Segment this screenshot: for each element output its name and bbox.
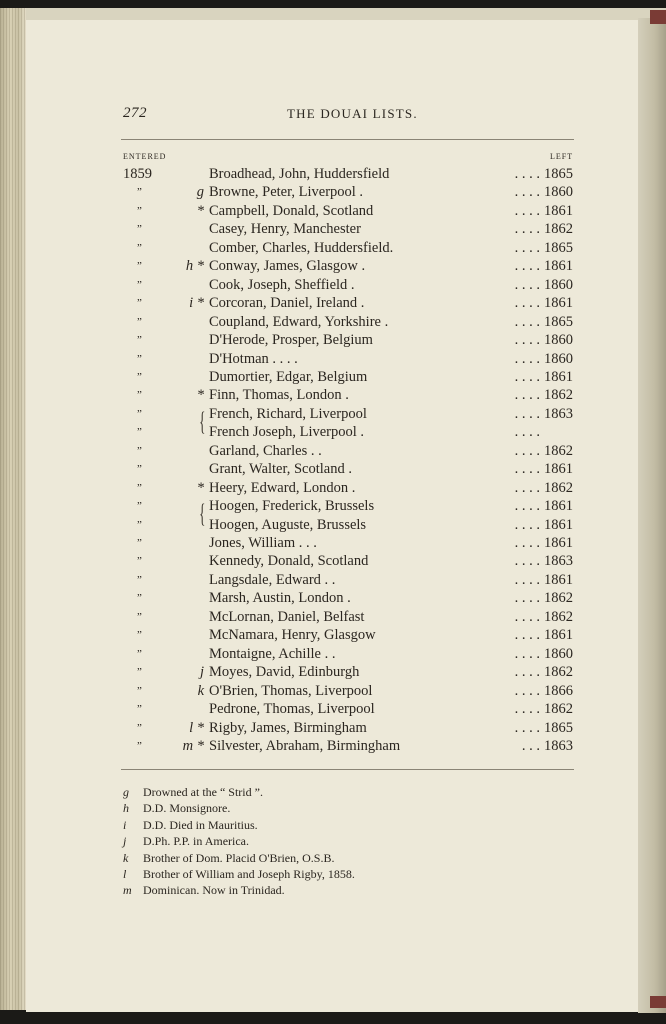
left-year: 1862 (544, 442, 573, 459)
leader-dots: . . . . (514, 313, 540, 330)
student-name: Pedrone, Thomas, Liverpool (209, 701, 375, 718)
register-row (0, 276, 666, 294)
student-name: Garland, Charles . . (209, 442, 322, 459)
ditto-mark: ” (137, 407, 142, 420)
register-row (0, 497, 666, 515)
register-row (0, 663, 666, 681)
footnote (123, 818, 258, 832)
binding-strip-bottom (650, 996, 666, 1008)
ditto-mark: ” (137, 334, 142, 347)
student-name: Hoogen, Frederick, Brussels (209, 498, 375, 515)
leader-dots: . . . . (514, 258, 540, 275)
footnote (123, 834, 249, 848)
leader-dots: . . . . (514, 239, 540, 256)
register-row (0, 645, 666, 663)
student-name: D'Herode, Prosper, Belgium (209, 332, 373, 349)
ditto-mark: ” (137, 537, 142, 549)
ditto-mark: ” (137, 260, 142, 273)
ditto-mark: ” (137, 278, 142, 291)
footnote-marker: g (196, 184, 204, 201)
register-row (0, 331, 666, 349)
ditto-mark: ” (137, 297, 142, 310)
ditto-mark: ” (137, 223, 142, 236)
left-year: 1861 (544, 202, 573, 219)
student-name: Casey, Henry, Manchester (209, 221, 361, 238)
register-row (0, 516, 666, 534)
left-year: 1862 (544, 664, 573, 681)
student-name: Silvester, Abraham, Birmingham (209, 737, 401, 754)
student-name: Montaigne, Achille . . (209, 645, 336, 662)
ditto-mark: ” (137, 721, 142, 734)
register-row (0, 700, 666, 718)
student-name: Jones, William . . . (209, 535, 317, 551)
register-row (0, 552, 666, 570)
leader-dots: . . . . (514, 221, 540, 238)
leader-dots: . . . . (514, 535, 540, 551)
ditto-mark: ” (137, 352, 142, 365)
student-name: Marsh, Austin, London . (209, 590, 351, 607)
register-row (0, 479, 666, 497)
student-name: Cook, Joseph, Sheffield . (209, 276, 355, 293)
footnote-key: h (123, 801, 129, 816)
left-year: 1860 (544, 332, 573, 349)
student-name: Langsdale, Edward . . (209, 571, 336, 588)
student-name: D'Hotman . . . . (209, 350, 298, 367)
register-row (0, 165, 666, 183)
student-name: McLornan, Daniel, Belfast (209, 608, 365, 625)
leader-dots: . . . (521, 737, 540, 754)
left-year: 1861 (544, 295, 573, 312)
left-year: 1863 (544, 737, 573, 754)
left-year: 1861 (544, 498, 573, 515)
page-number: 272 (123, 105, 147, 121)
register-row (0, 534, 666, 552)
ditto-mark: ” (137, 573, 142, 586)
column-header-entered: ENTERED (123, 152, 167, 161)
footnote-marker: l * (189, 719, 204, 736)
footnote-key: i (123, 817, 127, 832)
register-row (0, 405, 666, 423)
leader-dots: . . . . (514, 553, 540, 570)
leader-dots: . . . . (514, 719, 540, 736)
left-year: 1866 (544, 682, 573, 699)
ditto-mark: ” (137, 500, 142, 513)
ditto-mark: ” (137, 666, 142, 679)
entered-year: 1859 (123, 166, 152, 182)
student-name: Dumortier, Edgar, Belgium (209, 368, 368, 385)
footnote-key: l (123, 867, 127, 881)
leader-dots: . . . . (514, 701, 540, 718)
left-year: 1865 (544, 166, 573, 182)
footnote-key: g (123, 785, 129, 799)
ditto-mark: ” (137, 204, 142, 217)
footnote (123, 867, 355, 881)
student-name: McNamara, Henry, Glasgow (209, 627, 376, 644)
student-name: Rigby, James, Birmingham (209, 719, 367, 736)
ditto-mark: ” (137, 444, 142, 457)
student-name: Hoogen, Auguste, Brussels (209, 516, 367, 533)
register-row (0, 719, 666, 737)
footnote-text: Drowned at the “ Strid ”. (143, 785, 263, 799)
footnote-key: k (123, 850, 129, 865)
ditto-mark: ” (137, 241, 142, 254)
footnote-marker: * (196, 202, 204, 219)
footnote-marker: k (197, 682, 204, 699)
footnote-text: Brother of Dom. Placid O'Brien, O.S.B. (143, 850, 335, 865)
footnote-rule (121, 769, 574, 770)
footnote-text: Dominican. Now in Trinidad. (143, 883, 285, 898)
register-row (0, 608, 666, 626)
column-header-left: LEFT (550, 152, 574, 161)
ditto-mark: ” (137, 555, 142, 568)
left-year: 1861 (544, 461, 573, 478)
left-year: 1862 (544, 479, 573, 496)
left-year: 1862 (544, 590, 573, 607)
student-name: Heery, Edward, London . (209, 479, 356, 496)
register-row (0, 183, 666, 201)
ditto-mark: ” (137, 610, 142, 623)
leader-dots: . . . . (514, 498, 540, 515)
register-row (0, 239, 666, 257)
ditto-mark: ” (137, 647, 142, 660)
leader-dots: . . . . (514, 166, 540, 182)
ditto-mark: ” (137, 684, 142, 697)
register-row (0, 626, 666, 644)
student-name: Finn, Thomas, London . (209, 387, 349, 404)
left-year: 1862 (544, 221, 573, 238)
student-name: Coupland, Edward, Yorkshire . (209, 313, 389, 330)
register-row (0, 423, 666, 441)
footnote-text: D.D. Monsignore. (143, 801, 231, 816)
register-row (0, 202, 666, 220)
left-year: 1861 (544, 571, 573, 588)
footnote-marker: * (196, 387, 204, 404)
ditto-mark: ” (137, 592, 142, 605)
left-year: 1862 (544, 387, 573, 404)
footnote-key: j (123, 834, 127, 849)
left-year: 1862 (544, 608, 573, 625)
register-row (0, 737, 666, 755)
footnote-marker: h * (185, 258, 204, 275)
student-name: Grant, Walter, Scotland . (209, 461, 352, 478)
student-name: Broadhead, John, Huddersfield (209, 166, 390, 182)
register-row (0, 220, 666, 238)
footnote-text: D.D. Died in Mauritius. (143, 817, 258, 832)
ditto-mark: ” (137, 703, 142, 716)
footnote-marker: j (199, 664, 204, 681)
register-row (0, 571, 666, 589)
leader-dots: . . . . (514, 350, 540, 367)
leader-dots: . . . . (514, 627, 540, 644)
left-year: 1861 (544, 516, 573, 533)
left-year: 1861 (544, 258, 573, 275)
footnote (123, 785, 263, 799)
register-row (0, 442, 666, 460)
leader-dots: . . . . (514, 295, 540, 312)
footnote (123, 883, 285, 897)
register-row (0, 589, 666, 607)
student-name: Corcoran, Daniel, Ireland . (209, 295, 365, 312)
leader-dots: . . . . (514, 442, 540, 459)
footnote-key: m (123, 883, 132, 898)
leader-dots: . . . . (514, 664, 540, 681)
register-row (0, 350, 666, 368)
leader-dots: . . . . (514, 405, 540, 422)
brace-hoogen: { (199, 499, 206, 528)
leader-dots: . . . . (514, 461, 540, 478)
ditto-mark: ” (137, 370, 142, 383)
left-year: 1862 (544, 701, 573, 718)
ditto-mark: ” (137, 739, 142, 752)
footnote-text: Brother of William and Joseph Rigby, 1858. (143, 867, 355, 881)
running-head: THE DOUAI LISTS. (287, 106, 418, 121)
footnote (123, 851, 334, 865)
brace-french: { (199, 407, 206, 436)
leader-dots: . . . . (514, 645, 540, 662)
leader-dots: . . . . (514, 608, 540, 625)
register-row (0, 368, 666, 386)
ditto-mark: ” (137, 463, 142, 476)
ditto-mark: ” (137, 186, 142, 199)
left-year: 1865 (544, 239, 573, 256)
leader-dots: . . . . (514, 202, 540, 219)
leader-dots: . . . . (514, 479, 540, 496)
leader-dots: . . . . (514, 424, 540, 441)
leader-dots: . . . . (514, 332, 540, 349)
student-name: Campbell, Donald, Scotland (209, 202, 374, 219)
ditto-mark: ” (137, 481, 142, 494)
register-row (0, 682, 666, 700)
left-year: 1861 (544, 535, 573, 551)
leader-dots: . . . . (514, 590, 540, 607)
student-name: O'Brien, Thomas, Liverpool (209, 682, 373, 699)
left-year: 1860 (544, 276, 573, 293)
left-year: 1863 (544, 405, 573, 422)
footnote (123, 801, 230, 815)
footnote-text: D.Ph. P.P. in America. (143, 834, 250, 849)
ditto-mark: ” (137, 315, 142, 328)
ditto-mark: ” (137, 518, 142, 531)
leader-dots: . . . . (514, 682, 540, 699)
left-year: 1860 (544, 645, 573, 662)
register-row (0, 313, 666, 331)
leader-dots: . . . . (514, 571, 540, 588)
left-year: 1860 (544, 350, 573, 367)
student-name: Moyes, David, Edinburgh (209, 664, 360, 681)
ditto-mark: ” (137, 389, 142, 402)
leader-dots: . . . . (514, 387, 540, 404)
register-row (0, 386, 666, 404)
leader-dots: . . . . (514, 516, 540, 533)
leader-dots: . . . . (514, 276, 540, 293)
footnote-marker: i * (189, 295, 204, 312)
ditto-mark: ” (137, 629, 142, 642)
left-year: 1860 (544, 184, 573, 201)
register-row (0, 257, 666, 275)
leader-dots: . . . . (514, 184, 540, 201)
register-row (0, 294, 666, 312)
left-year: 1865 (544, 719, 573, 736)
leader-dots: . . . . (514, 368, 540, 385)
left-year: 1861 (544, 627, 573, 644)
binding-strip-top (650, 10, 666, 24)
left-year: 1863 (544, 553, 573, 570)
student-name: Conway, James, Glasgow . (209, 258, 366, 275)
left-year: 1865 (544, 313, 573, 330)
left-year: 1861 (544, 368, 573, 385)
student-name: Browne, Peter, Liverpool . (209, 184, 364, 201)
student-name: French, Richard, Liverpool (209, 405, 367, 422)
ditto-mark: ” (137, 426, 142, 439)
footnote-marker: m * (182, 737, 204, 754)
footnote-marker: * (196, 479, 204, 496)
header-rule (121, 139, 574, 140)
student-name: French Joseph, Liverpool . (209, 424, 365, 441)
student-name: Kennedy, Donald, Scotland (209, 553, 369, 570)
student-name: Comber, Charles, Huddersfield. (209, 239, 394, 256)
register-row (0, 460, 666, 478)
